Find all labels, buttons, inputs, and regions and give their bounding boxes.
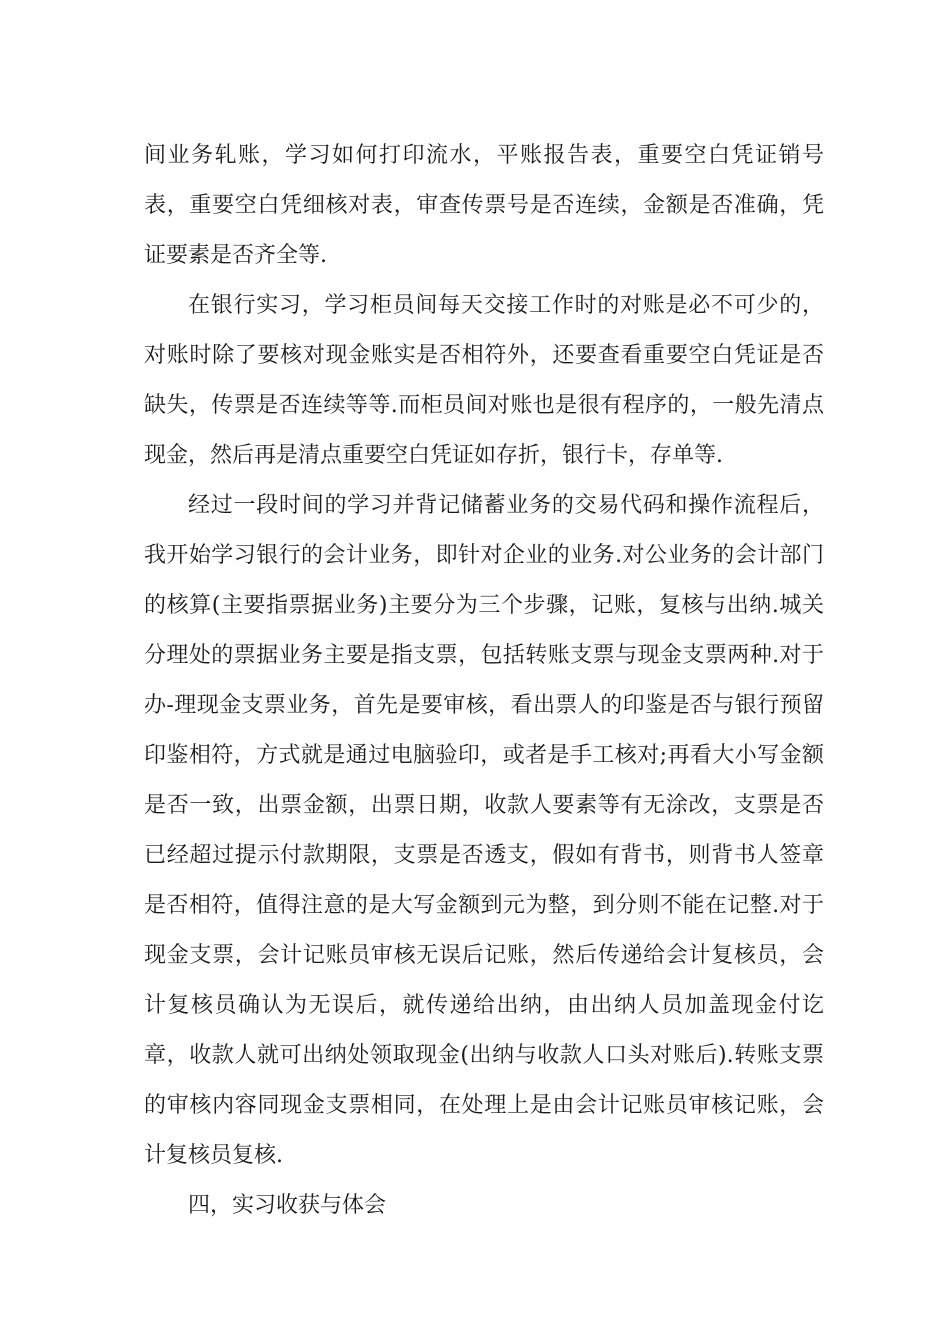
document-body — [144, 131, 824, 1231]
section-heading: 四，实习收获与体会 — [188, 1193, 387, 1218]
paragraph-continuation: 间业务轧账，学习如何打印流水，平账报告表，重要空白凭证销号表，重要空白凭细核对表，审查传票号是否连续，金额是否准确，凭证要素是否齐全等. — [144, 143, 824, 268]
paragraph-accounting-business: 经过一段时间的学习并背记储蓄业务的交易代码和操作流程后，我开始学习银行的会计业务，即针对企业的业务.对公业务的会计部门的核算(主要指票据业务)主要分为三个步骤，记账，复核与出纳.城关分理处的票据业务主要是指支票，包括转账支票与现金支票两种.对于办-理现金支票业务，首先是要审核，看出票人的印鉴是否与银行预留印鉴相符，方式就是通过电脑验印，或者是手工核对;再看大小写金额是否一致，出票金额，出票日期，收款人要素等有无涂改，支票是否已经超过提示付款期限，支票是否透支，假如有背书，则背书人签章是否相符，值得注意的是大写金额到元为整，到分则不能在记整.对于现金支票，会计记账员审核无误后记账，然后传递给会计复核员，会计复核员确认为无误后，就传递给出纳，由出纳人员加盖现金付讫章，收款人就可出纳处领取现金(出纳与收款人口头对账后).转账支票的审核内容同现金支票相同，在处理上是由会计记账员审核记账，会计复核员复核. — [144, 493, 824, 1168]
paragraph-teller-reconciliation: 在银行实习，学习柜员间每天交接工作时的对账是必不可少的，对账时除了要核对现金账实是否相符外，还要查看重要空白凭证是否缺失，传票是否连续等等.而柜员间对账也是很有程序的，一般先清点现金，然后再是清点重要空白凭证如存折，银行卡，存单等. — [144, 293, 824, 468]
